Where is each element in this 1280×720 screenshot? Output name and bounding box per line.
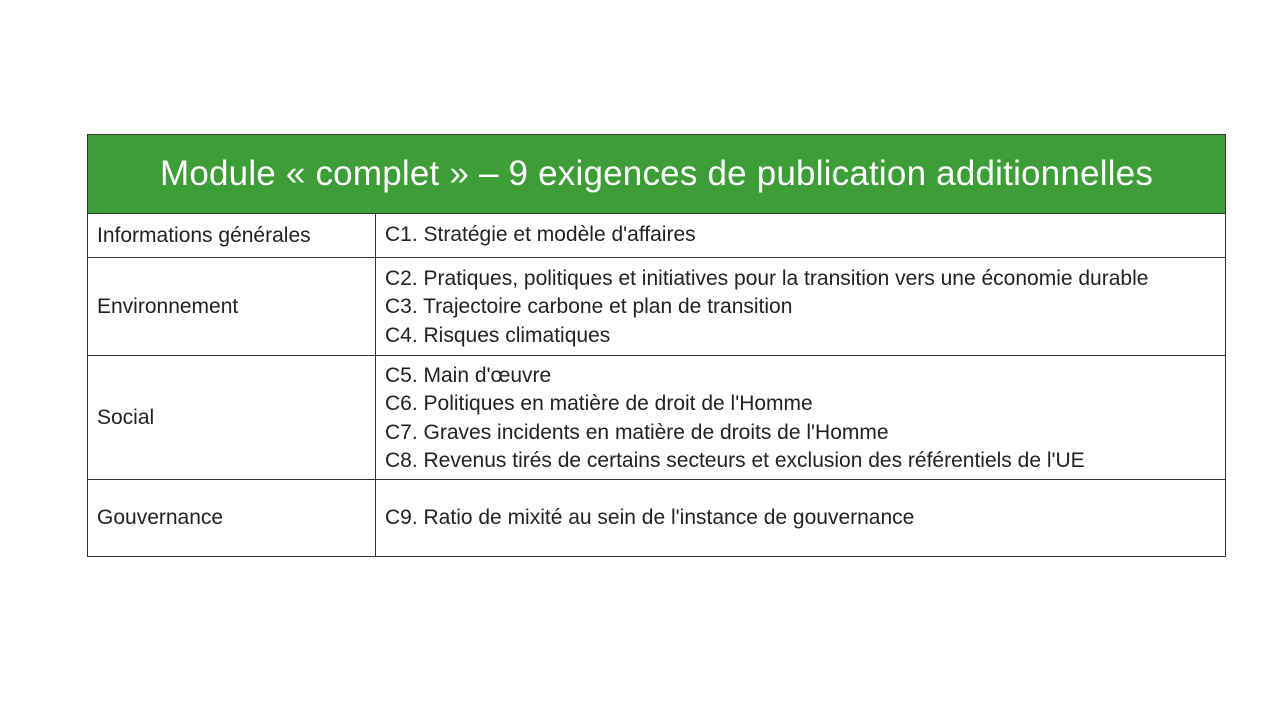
requirements-list <box>376 258 1226 356</box>
requirement-item: C9. Ratio de mixité au sein de l'instance de gouvernance <box>385 505 915 529</box>
category-label: Social <box>88 356 376 480</box>
table-row-social <box>88 356 1226 480</box>
requirement-item: C1. Stratégie et modèle d'affaires <box>385 223 696 247</box>
requirement-item: C5. Main d'œuvre <box>385 363 552 387</box>
table-title: Module « complet » – 9 exigences de publication additionnelles <box>88 135 1226 214</box>
requirement-item: C7. Graves incidents en matière de droits de l'Homme <box>385 420 889 444</box>
requirements-list <box>376 480 1226 557</box>
table-row-environnement <box>88 258 1226 356</box>
requirement-item: C3. Trajectoire carbone et plan de transition <box>385 295 793 319</box>
requirements-list <box>376 356 1226 480</box>
category-label: Informations générales <box>88 214 376 258</box>
requirement-item: C8. Revenus tirés de certains secteurs et exclusion des référentiels de l'UE <box>385 449 1085 472</box>
category-label: Environnement <box>88 258 376 356</box>
requirement-item: C4. Risques climatiques <box>385 323 611 347</box>
table-row-gouvernance <box>88 480 1226 557</box>
requirements-table <box>87 134 1226 557</box>
requirement-item: C6. Politiques en matière de droit de l'Homme <box>385 392 813 415</box>
requirements-list <box>376 214 1226 258</box>
table-header-row <box>88 135 1226 214</box>
table-row-informations-generales <box>88 214 1226 258</box>
requirement-item: C2. Pratiques, politiques et initiatives pour la transition vers une économie durable <box>385 266 1149 290</box>
category-label: Gouvernance <box>88 480 376 557</box>
